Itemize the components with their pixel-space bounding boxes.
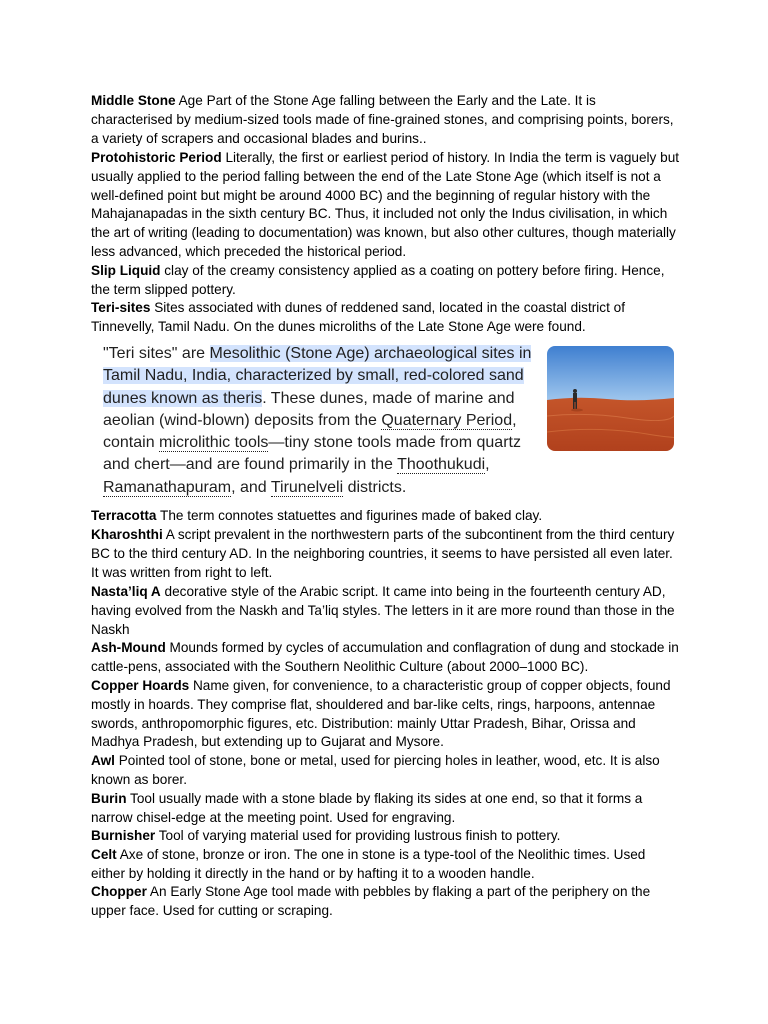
callout-text-part: districts. [343, 478, 407, 496]
entry-text: An Early Stone Age tool made with pebbles by flaking a part of the periphery on the upper face. Used for cutting or scraping. [91, 884, 651, 918]
entry-term: Awl [91, 753, 115, 768]
entry-burin [91, 790, 681, 828]
entry-text: Name given, for convenience, to a characteristic group of copper objects, found mostly in hoards. They comprise flat, shouldered and bar-like celts, rings, harpoons, antennae swords, anthropomorphic figures, etc. Distribution: mainly Uttar Pradesh, Bihar, Orissa and Madhya Pradesh, but extending up to Gujarat and Mysore. [91, 678, 671, 750]
entry-chopper [91, 883, 681, 921]
entry-term: Nasta’liq A [91, 584, 161, 599]
entry-protohistoric-period [91, 149, 681, 262]
entry-celt [91, 846, 681, 884]
link-thoothukudi[interactable]: Thoothukudi [397, 456, 486, 474]
red-dunes-photo [547, 346, 674, 451]
callout-text [103, 343, 543, 499]
entry-term: Teri-sites [91, 300, 151, 315]
entry-middle-stone [91, 92, 681, 148]
entry-term: Burnisher [91, 828, 156, 843]
callout-text-part: , contain [103, 411, 517, 452]
entry-text: The term connotes statuettes and figurines made of baked clay. [156, 508, 543, 523]
entry-text: Tool of varying material used for providing lustrous finish to pottery. [155, 828, 561, 843]
callout-text-part: "Teri sites" are [103, 345, 210, 362]
entry-text: Pointed tool of stone, bone or metal, used for piercing holes in leather, wood, etc. It is also known as borer. [91, 753, 660, 787]
entry-term: Kharoshthi [91, 527, 163, 542]
entry-term: Copper Hoards [91, 678, 190, 693]
callout-highlight: Mesolithic (Stone Age) archaeological sites in Tamil Nadu, India, characterized by small, red-colored sand dunes known as theris [103, 345, 532, 407]
entry-awl [91, 752, 681, 790]
red-dunes-illustration [547, 346, 674, 451]
teri-sites-callout [92, 340, 682, 505]
entry-term: Ash-Mound [91, 640, 166, 655]
entry-term: Chopper [91, 884, 147, 899]
entry-text: Sites associated with dunes of reddened sand, located in the coastal district of Tinnevelly, Tamil Nadu. On the dunes microliths of the Late Stone Age were found. [91, 300, 625, 334]
entry-term: Terracotta [91, 508, 157, 523]
entry-copper-hoards [91, 677, 681, 752]
entry-kharoshthi [91, 526, 681, 582]
entry-text: clay of the creamy consistency applied as a coating on pottery before firing. Hence, the term slipped pottery. [91, 263, 665, 297]
entry-text: decorative style of the Arabic script. It came into being in the fourteenth century AD, having evolved from the Naskh and Ta’liq styles. The letters in it are more round than those in the Naskh [91, 584, 675, 637]
link-tirunelveli[interactable]: Tirunelveli [270, 478, 344, 496]
entry-terracotta [91, 507, 681, 526]
entry-term: Middle Stone [91, 93, 176, 108]
link-quaternary-period[interactable]: Quaternary Period [381, 411, 513, 429]
entry-text: A script prevalent in the northwestern parts of the subcontinent from the third century BC to the third century AD. In the neighboring countries, it seems to have persisted all even later. It was written from right to left. [91, 527, 675, 580]
link-ramanathapuram[interactable]: Ramanathapuram [103, 478, 232, 496]
entry-slip-liquid [91, 262, 681, 300]
entry-text: Mounds formed by cycles of accumulation and conflagration of dung and stockade in cattle-pens, associated with the Southern Neolithic Culture (about 2000–1000 BC). [91, 640, 679, 674]
callout-text-part: —tiny stone tools made from quartz and chert—and are found primarily in the [103, 434, 521, 474]
entry-term: Protohistoric Period [91, 150, 222, 165]
entry-ash-mound [91, 639, 681, 677]
entry-teri-sites [91, 299, 681, 337]
entry-term: Celt [91, 847, 117, 862]
callout-text-part: . These dunes, made of marine and aeolian (wind-blown) deposits from the [103, 389, 515, 429]
entry-nastaliq [91, 583, 681, 639]
entry-text: Literally, the first or earliest period of history. In India the term is vaguely but usually applied to the period falling between the end of the Late Stone Age (which itself is not a well-defined point but might be around 4000 BC) and the beginning of regular history with the Mahajanapadas in the sixth century BC. Thus, it included not only the Indus civilisation, in which the art of writing (leading to documentation) was known, but also other cultures, though materially less advanced, which preceded the historical period. [91, 150, 680, 259]
callout-text-part: , and [231, 478, 271, 496]
entry-burnisher [91, 827, 681, 846]
callout-text-part: , [485, 456, 490, 474]
link-microlithic-tools[interactable]: microlithic tools [159, 434, 269, 452]
entry-term: Slip Liquid [91, 263, 161, 278]
entry-text: Age Part of the Stone Age falling between the Early and the Late. It is characterised by medium-sized tools made of fine-grained stones, and comprising points, borers, a variety of scrapers and occasional blades and burins.. [91, 93, 674, 146]
entry-term: Burin [91, 791, 127, 806]
entry-text: Tool usually made with a stone blade by flaking its sides at one end, so that it forms a narrow chisel-edge at the meeting point. Used for engraving. [91, 791, 643, 825]
entry-text: Axe of stone, bronze or iron. The one in stone is a type-tool of the Neolithic times. Used either by holding it directly in the hand or by hafting it to a wooden handle. [91, 847, 646, 881]
